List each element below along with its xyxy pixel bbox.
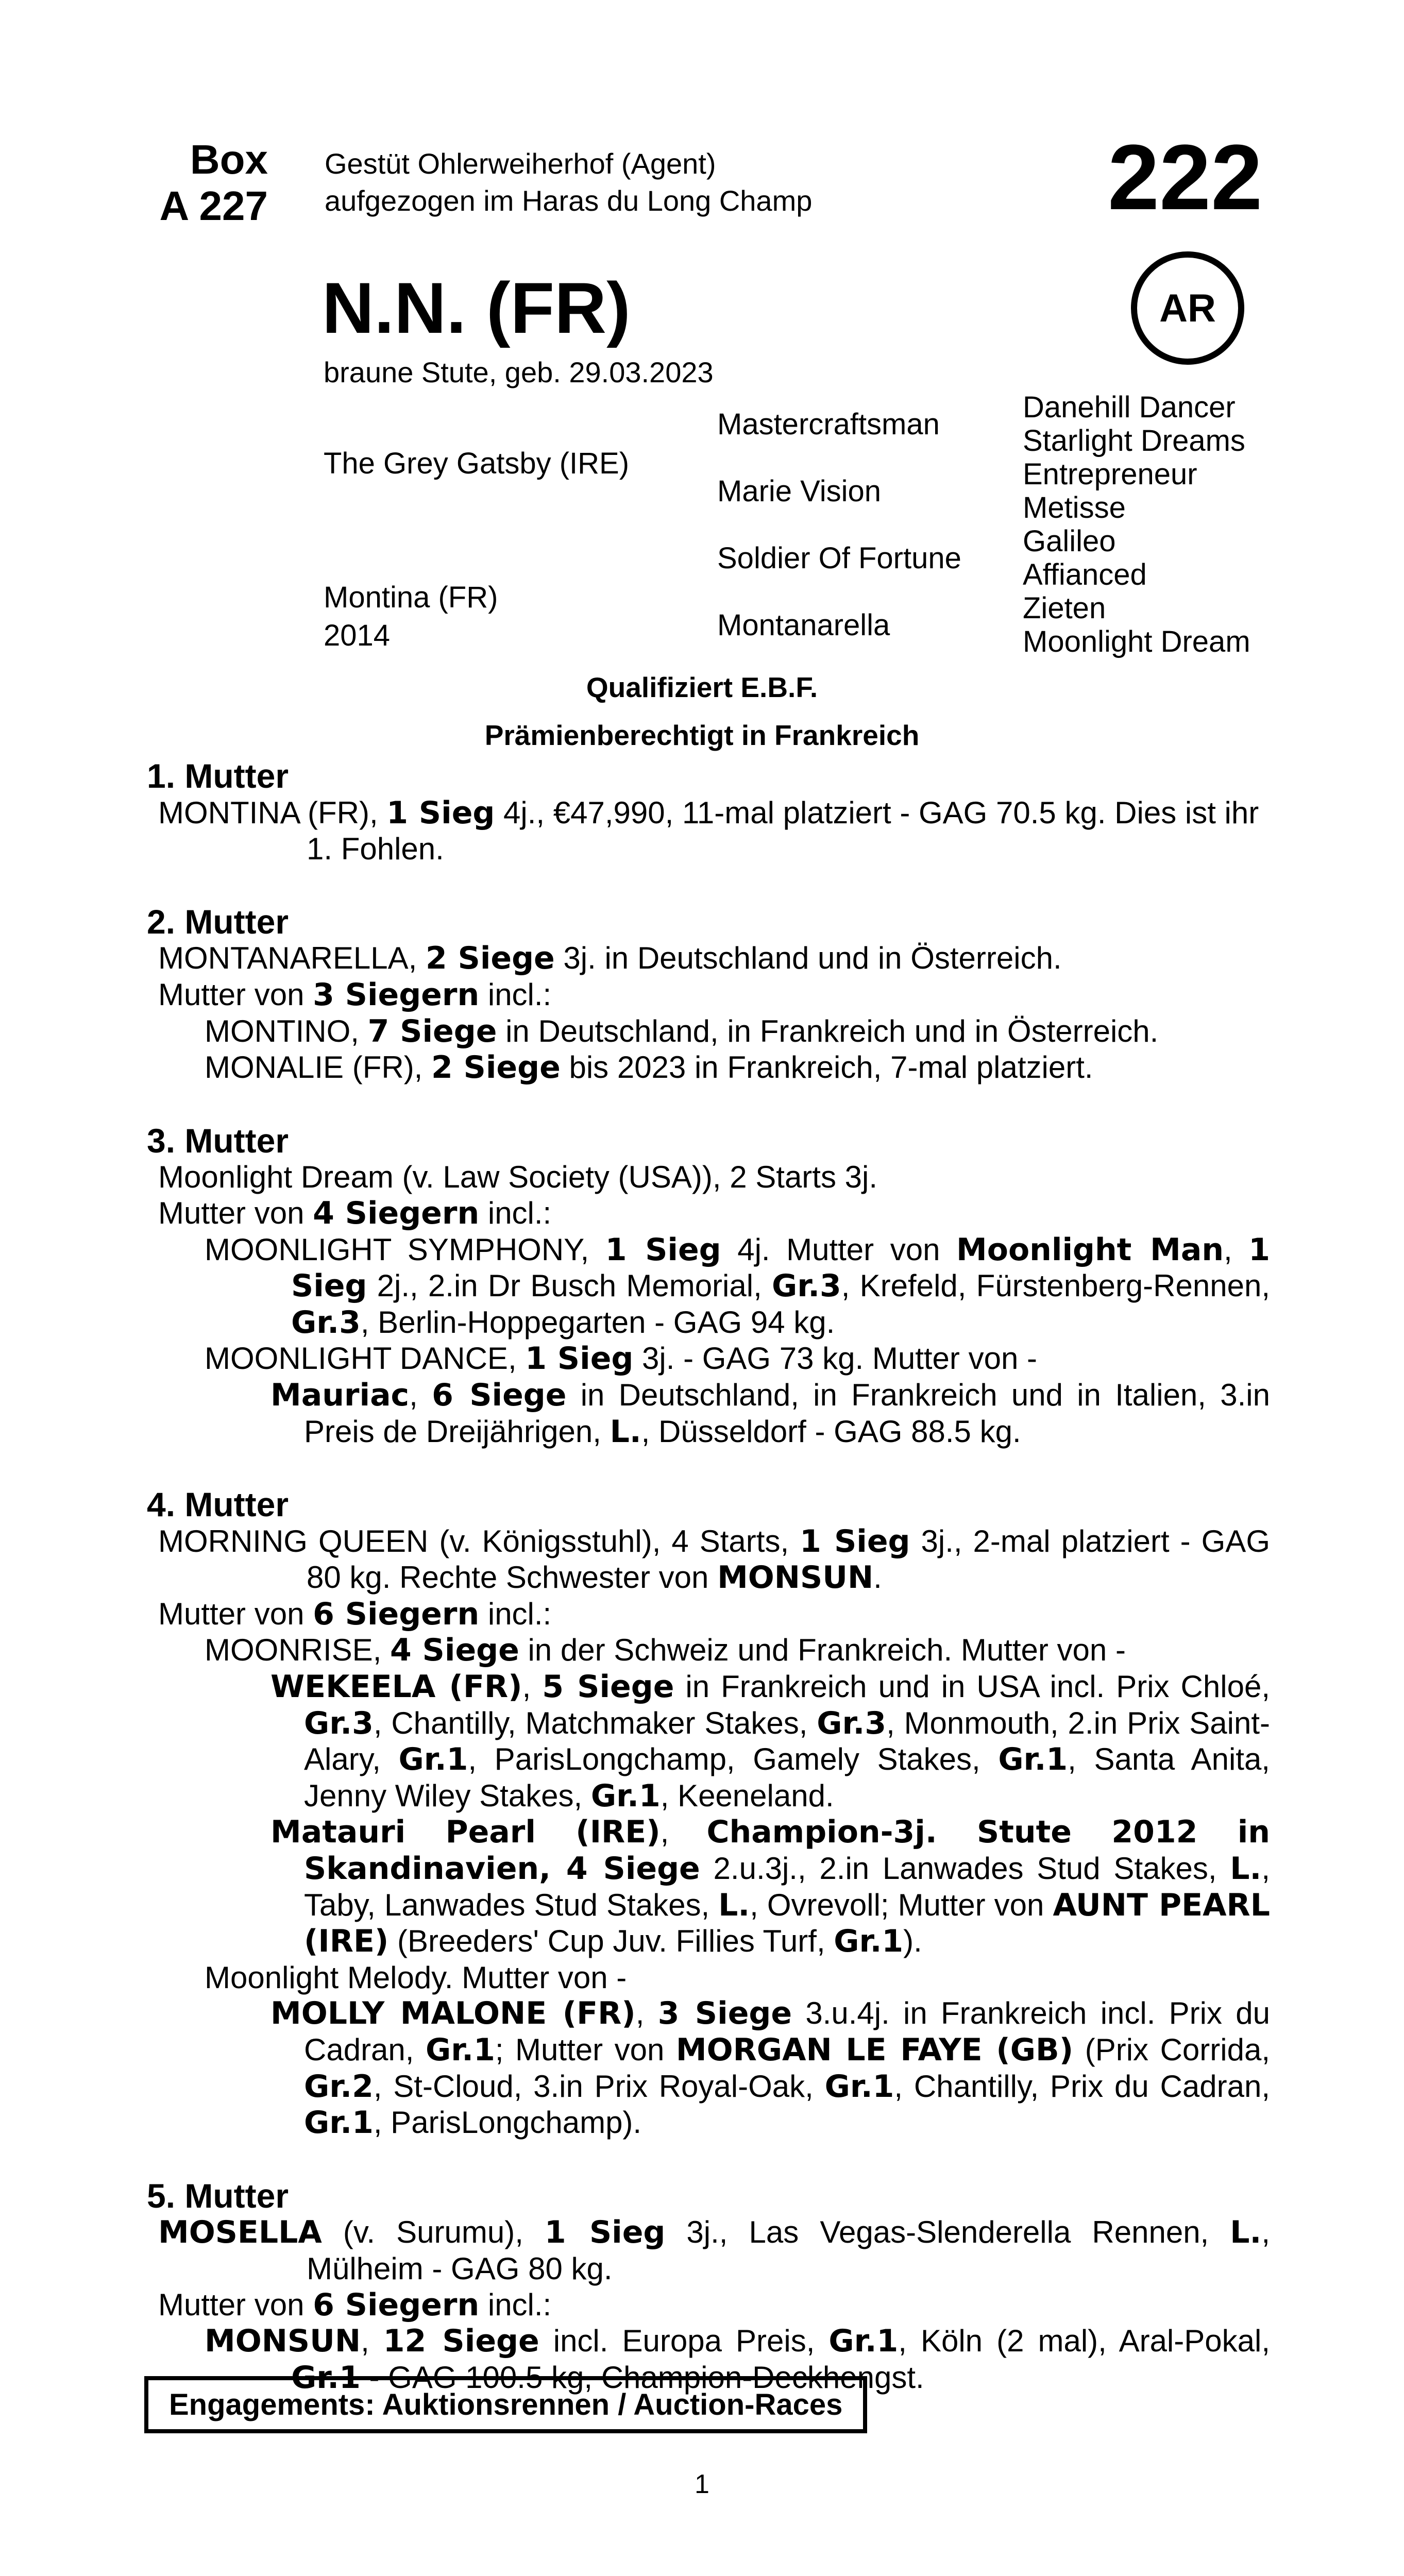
bold-text: AUNT PEARL (IRE) <box>304 1887 1270 1960</box>
section-1st-dam <box>147 757 1270 867</box>
box-label-text: Box <box>190 137 268 182</box>
offspring-entry <box>147 1232 1270 1341</box>
grand-offspring-entry <box>147 1814 1270 1959</box>
offspring-entry: Moonlight Melody. Mutter von - <box>205 1960 627 1995</box>
text: 3j. in Deutschland und in Österreich. <box>554 941 1062 976</box>
text: Mutter von <box>158 1195 313 1230</box>
bold-text: Mauriac <box>270 1377 410 1413</box>
text: Mutter von <box>158 1596 313 1631</box>
winners-line <box>147 1596 1270 1633</box>
dam-entry: Moonlight Dream (v. Law Society (USA)), 2 Starts 3j. <box>158 1160 877 1195</box>
text: ; Mutter von <box>495 2032 676 2067</box>
g3-name: Metisse <box>1023 491 1126 524</box>
ar-badge <box>1131 251 1244 365</box>
bold-text: Gr.1 <box>824 2068 894 2105</box>
bold-text: MONSUN <box>717 1560 874 1596</box>
text: bis 2023 in Frankreich, 7-mal platziert. <box>560 1050 1093 1085</box>
offspring-entry <box>147 1013 1270 1050</box>
bold-text: Gr.3 <box>771 1268 841 1304</box>
bold-text: 3 Siege <box>657 1995 792 2032</box>
pedigree-sire: The Grey Gatsby (IRE) <box>324 447 630 480</box>
text: incl. Europa Preis, <box>539 2324 829 2359</box>
text: incl.: <box>479 2287 552 2322</box>
bold-text: MONSUN <box>205 2323 361 2360</box>
grand-offspring-entry <box>147 1377 1270 1450</box>
bold-text: WEKEELA (FR) <box>270 1669 522 1705</box>
bold-text: 6 Siege <box>432 1377 567 1413</box>
text: , Monmouth, 2.in Prix Saint-Alary, <box>304 1705 1270 1777</box>
text: 4j. Mutter von <box>721 1232 957 1267</box>
text: in der Schweiz und Frankreich. Mutter von - <box>519 1633 1126 1668</box>
horse-description: braune Stute, geb. 29.03.2023 <box>324 356 714 388</box>
engagements-box: Engagements: Auktionsrennen / Auction-Races <box>144 2376 867 2433</box>
text: , Ovrevoll; Mutter von <box>750 1887 1053 1922</box>
bold-text: L. <box>610 1413 641 1450</box>
bold-text: 5 Siege <box>542 1669 674 1705</box>
bold-text: 12 Siege <box>383 2323 539 2360</box>
bold-text: 2 Siege <box>431 1049 561 1086</box>
family-details <box>147 757 1270 2432</box>
bold-text: 1 Sieg <box>525 1341 634 1377</box>
text: 3j. - GAG 73 kg. Mutter von - <box>633 1341 1037 1376</box>
bold-text: L. <box>1230 1851 1262 1887</box>
g3-name: Zieten <box>1023 591 1106 625</box>
bold-text: MOSELLA <box>158 2214 322 2251</box>
text: MONALIE (FR), <box>205 1050 432 1085</box>
premium-note: Prämienberechtigt in Frankreich <box>484 719 920 751</box>
section-5th-dam <box>147 2177 1270 2396</box>
winners-line <box>147 2287 1270 2324</box>
bold-text: Gr.1 <box>998 1741 1068 1778</box>
pedigree-sire-sire: Mastercraftsman <box>717 408 940 441</box>
text: . <box>873 1560 882 1595</box>
g3-name: Galileo <box>1023 524 1116 558</box>
text: incl.: <box>479 977 552 1012</box>
text: , <box>361 2324 383 2359</box>
text: 3j., Las Vegas-Slenderella Rennen, <box>665 2215 1230 2250</box>
bold-text: Gr.1 <box>291 2359 361 2396</box>
bold-text: 3 Siegern <box>313 976 480 1013</box>
text: 2j., 2.in Dr Busch Memorial, <box>367 1268 772 1303</box>
bold-text: 4 Siegern <box>313 1195 480 1231</box>
bold-text: 6 Siegern <box>313 2286 480 2323</box>
text: MONTANARELLA, <box>158 941 426 976</box>
bold-text: Gr.2 <box>304 2068 374 2105</box>
bold-text: 1 Sieg <box>386 794 495 831</box>
dam-entry <box>147 795 1270 867</box>
dam-entry <box>147 2214 1270 2286</box>
winners-line <box>147 1195 1270 1232</box>
text: MORNING QUEEN (v. Königsstuhl), 4 Starts, <box>158 1523 800 1558</box>
text: , Chantilly, Matchmaker Stakes, <box>373 1705 817 1740</box>
section-heading: 1. Mutter <box>147 757 289 795</box>
bold-text: Gr.1 <box>304 2105 374 2141</box>
bold-text: 1 Sieg <box>291 1231 1271 1304</box>
bold-text: Gr.1 <box>426 2032 495 2068</box>
text: ). <box>903 1924 922 1959</box>
pedigree-dam-dam: Montanarella <box>717 608 890 642</box>
pedigree-dam-sire: Soldier Of Fortune <box>717 541 961 575</box>
bold-text: Gr.3 <box>304 1705 374 1741</box>
text: , <box>409 1377 432 1412</box>
bold-text: 2 Siege <box>426 940 555 977</box>
text: MOONLIGHT DANCE, <box>205 1341 526 1376</box>
text: , Taby, Lanwades Stud Stakes, <box>304 1851 1270 1922</box>
bold-text: 1 Sieg <box>800 1523 910 1560</box>
bold-text: MOLLY MALONE (FR) <box>270 1995 636 2032</box>
text: 3j., 2-mal platziert - GAG 80 kg. Rechte Schwester von <box>307 1523 1270 1595</box>
page-number: 1 <box>695 2469 709 2499</box>
text: in Deutschland, in Frankreich und in Italien, 3.in Preis de Dreijährigen, <box>304 1377 1270 1449</box>
g3-name: Moonlight Dream <box>1023 625 1250 658</box>
text: , Düsseldorf - GAG 88.5 kg. <box>641 1414 1021 1449</box>
text: , Santa Anita, Jenny Wiley Stakes, <box>304 1742 1270 1813</box>
grand-offspring-entry <box>147 1995 1270 2141</box>
bold-text: Gr.1 <box>834 1923 904 1960</box>
text: , Berlin-Hoppegarten - GAG 94 kg. <box>360 1304 835 1340</box>
bold-text: Gr.1 <box>398 1741 468 1778</box>
g3-name: Entrepreneur <box>1023 457 1197 491</box>
section-heading: 4. Mutter <box>147 1485 289 1524</box>
text: Mutter von <box>158 2287 313 2322</box>
box-number: A 227 <box>159 182 268 229</box>
winners-line <box>147 977 1270 1013</box>
ebf-note: Qualifiziert E.B.F. <box>586 671 818 703</box>
text: 2.u.3j., 2.in Lanwades Stud Stakes, <box>700 1851 1230 1886</box>
text: incl.: <box>479 1596 552 1631</box>
section-heading: 5. Mutter <box>147 2176 289 2215</box>
pedigree-dam: Montina (FR) <box>324 581 498 614</box>
section-heading: 3. Mutter <box>147 1121 289 1160</box>
bold-text: 4 Siege <box>390 1632 519 1669</box>
text: MOONLIGHT SYMPHONY, <box>205 1232 605 1267</box>
offspring-entry <box>147 1632 1270 1669</box>
text: , St-Cloud, 3.in Prix Royal-Oak, <box>373 2069 825 2104</box>
bold-text: MORGAN LE FAYE (GB) <box>675 2032 1074 2068</box>
grand-offspring-entry <box>147 1669 1270 1814</box>
breeder-info <box>325 145 812 219</box>
horse-name: N.N. (FR) <box>322 267 631 348</box>
g3-name: Affianced <box>1023 558 1147 591</box>
text: , Chantilly, Prix du Cadran, <box>894 2069 1270 2104</box>
pedigree-third-generation <box>1023 391 1250 658</box>
section-2nd-dam <box>147 903 1270 1086</box>
text: , Krefeld, Fürstenberg-Rennen, <box>841 1268 1271 1303</box>
pedigree-sire-dam: Marie Vision <box>717 474 882 508</box>
bold-text: 7 Siege <box>367 1013 497 1049</box>
text: , ParisLongchamp). <box>373 2105 642 2140</box>
bold-text: Gr.1 <box>590 1777 661 1814</box>
box-label <box>119 137 268 229</box>
dam-entry <box>147 1523 1270 1596</box>
text: in Frankreich und in USA incl. Prix Chloé, <box>674 1669 1270 1704</box>
bold-text: Gr.3 <box>291 1304 361 1341</box>
text: , Mülheim - GAG 80 kg. <box>307 2215 1270 2286</box>
ar-badge-text: AR <box>1159 286 1216 330</box>
text: , <box>522 1669 543 1704</box>
bold-text: 1 Sieg <box>605 1231 721 1268</box>
text: 4j., €47,990, 11-mal platziert - GAG 70.5 kg. Dies ist ihr 1. Fohlen. <box>307 795 1259 867</box>
pedigree-dam-year: 2014 <box>324 619 391 652</box>
bold-text: Moonlight Man <box>956 1231 1224 1268</box>
offspring-entry <box>147 1049 1270 1086</box>
text: , ParisLongchamp, Gamely Stakes, <box>468 1742 999 1777</box>
g3-name: Danehill Dancer <box>1023 391 1236 424</box>
bold-text: L. <box>1230 2214 1262 2251</box>
text: - GAG 100.5 kg, Champion-Deckhengst. <box>360 2360 924 2395</box>
text: 3.u.4j. in Frankreich incl. Prix du Cadran, <box>304 1996 1270 2067</box>
dam-entry <box>147 940 1270 977</box>
breeder-line: Gestüt Ohlerweiherhof (Agent) <box>325 147 716 180</box>
bold-text: L. <box>718 1887 750 1923</box>
text: incl.: <box>479 1195 552 1230</box>
text: MONTINA (FR), <box>158 795 387 830</box>
text: , Köln (2 mal), Aral-Pokal, <box>898 2324 1271 2359</box>
section-3rd-dam <box>147 1122 1270 1450</box>
text: (v. Surumu), <box>322 2215 545 2250</box>
lot-number: 222 <box>1108 126 1263 229</box>
section-4th-dam <box>147 1486 1270 2141</box>
bold-text: Gr.3 <box>817 1705 887 1741</box>
text: MONTINO, <box>205 1013 368 1048</box>
text: MOONRISE, <box>205 1633 391 1668</box>
bold-text: Champion-3j. Stute 2012 in Skandinavien, 4 Siege <box>304 1814 1270 1887</box>
text: Mutter von <box>158 977 313 1012</box>
text: (Breeders' Cup Juv. Fillies Turf, <box>388 1924 834 1959</box>
offspring-entry <box>147 1341 1270 1377</box>
text: , <box>660 1815 707 1850</box>
text: , Keeneland. <box>660 1778 834 1813</box>
bold-text: 6 Siegern <box>313 1596 480 1632</box>
rearing-line: aufgezogen im Haras du Long Champ <box>325 184 813 217</box>
bold-text: Gr.1 <box>828 2323 899 2360</box>
text: , <box>1224 1232 1249 1267</box>
bold-text: Matauri Pearl (IRE) <box>270 1814 661 1851</box>
text: (Prix Corrida, <box>1073 2032 1270 2067</box>
bold-text: 1 Sieg <box>544 2214 666 2251</box>
text: , <box>635 1996 658 2031</box>
text: in Deutschland, in Frankreich und in Österreich. <box>497 1013 1159 1048</box>
g3-name: Starlight Dreams <box>1023 424 1245 457</box>
section-heading: 2. Mutter <box>147 902 289 941</box>
